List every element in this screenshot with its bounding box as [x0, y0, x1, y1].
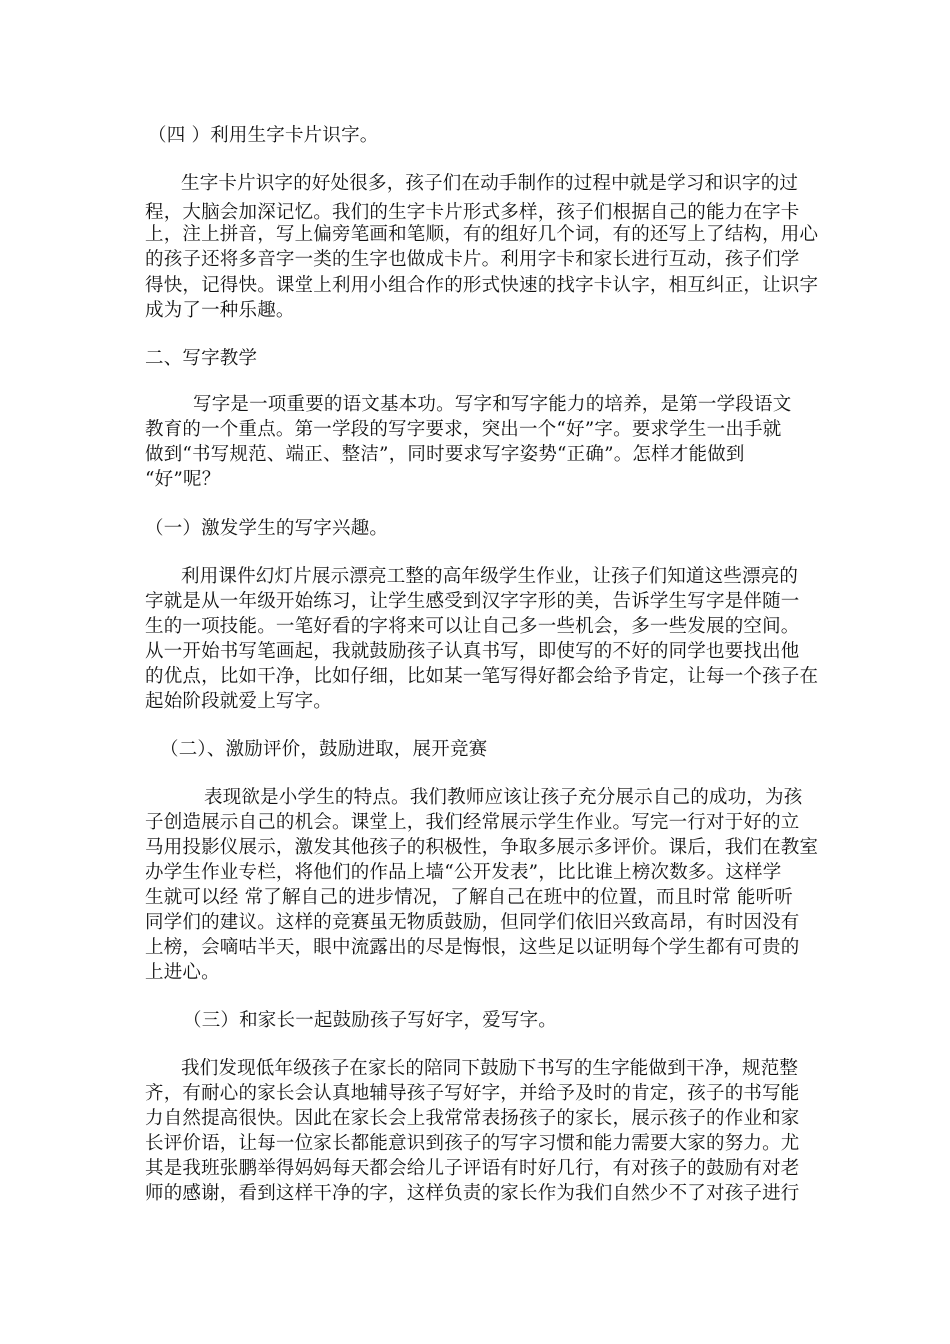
text-line: 写字是一项重要的语文基本功。写字和写字能力的培养，是第一学段语文 — [193, 394, 792, 415]
section-heading-parents: （三）和家长一起鼓励孩子写好字，爱写字。 — [183, 1010, 558, 1031]
text-line: 成为了一种乐趣。 — [145, 300, 295, 321]
text-line: 我们发现低年级孩子在家长的陪同下鼓励下书写的生字能做到干净，规范整 — [181, 1058, 799, 1079]
text-line: 利用课件幻灯片展示漂亮工整的高年级学生作业，让孩子们知道这些漂亮的 — [181, 566, 799, 587]
text-line: 生就可以经 常了解自己的进步情况，了解自己在班中的位置，而且时常 能听听 — [145, 887, 793, 908]
text-line: 马用投影仪展示，激发其他孩子的积极性，争取多展示多评价。课后，我们在教室 — [145, 837, 819, 858]
text-line: 起始阶段就爱上写字。 — [145, 691, 333, 712]
section-heading-competition: （二）、激励评价，鼓励进取，展开竞赛 — [160, 739, 488, 760]
text-line: 长评价语，让每一位家长都能意识到孩子的写字习惯和能力需要大家的努力。尤 — [145, 1133, 800, 1154]
text-line: 力自然提高很快。因此在家长会上我常常表扬孩子的家长，展示孩子的作业和家 — [145, 1108, 800, 1129]
text-line: 上榜，会嘀咕半天，眼中流露出的尽是悔恨，这些足以证明每个学生都有可贵的 — [145, 937, 800, 958]
text-line: 的孩子还将多音字一类的生字也做成卡片。利用字卡和家长进行互动，孩子们学 — [145, 249, 800, 270]
text-line: 做到“书写规范、端正、整洁”，同时要求写字姿势“正确”。怎样才能做到 — [145, 444, 745, 465]
text-line: 生字卡片识字的好处很多，孩子们在动手制作的过程中就是学习和识字的过 — [181, 173, 799, 194]
text-line: 其是我班张鹏举得妈妈每天都会给儿子评语有时好几行，有对孩子的鼓励有对老 — [145, 1158, 800, 1179]
text-line: 得快，记得快。课堂上利用小组合作的形式快速的找字卡认字，相互纠正，让识字 — [145, 275, 819, 296]
text-line: 生的一项技能。一笔好看的字将来可以让自己多一些机会，多一些发展的空间。 — [145, 616, 800, 637]
text-line: 的优点，比如干净，比如仔细，比如某一笔写得好都会给予肯定，让每一个孩子在 — [145, 666, 819, 687]
text-line: 办学生作业专栏，将他们的作品上墙“公开发表”，比比谁上榜次数多。这样学 — [145, 862, 782, 883]
text-line: “好”呢？ — [145, 469, 221, 490]
text-line: 同学们的建议。这样的竞赛虽无物质鼓励，但同学们依旧兴致高昂，有时因没有 — [145, 912, 800, 933]
section-heading-writing: 二、写字教学 — [145, 348, 258, 369]
text-line: 程，大脑会加深记忆。我们的生字卡片形式多样，孩子们根据自己的能力在字卡 — [145, 202, 800, 223]
text-line: 子创造展示自己的机会。课堂上，我们经常展示学生作业。写完一行对于好的立 — [145, 812, 800, 833]
text-line: 字就是从一年级开始练习，让学生感受到汉字字形的美，告诉学生写字是伴随一 — [145, 591, 800, 612]
text-line: 上，注上拼音，写上偏旁笔画和笔顺，有的组好几个词，有的还写上了结构，用心 — [145, 224, 819, 245]
section-heading-card: （四 ）利用生字卡片识字。 — [148, 125, 379, 146]
text-line: 表现欲是小学生的特点。我们教师应该让孩子充分展示自己的成功，为孩 — [204, 787, 803, 808]
section-heading-interest: （一）激发学生的写字兴趣。 — [145, 518, 389, 539]
text-line: 师的感谢，看到这样干净的字，这样负责的家长作为我们自然少不了对孩子进行 — [145, 1183, 800, 1204]
text-line: 从一开始书写笔画起，我就鼓励孩子认真书写，即使写的不好的同学也要找出他 — [145, 641, 800, 662]
text-line: 上进心。 — [145, 962, 220, 983]
text-line: 齐，有耐心的家长会认真地辅导孩子写好字，并给予及时的肯定，孩子的书写能 — [145, 1083, 800, 1104]
text-line: 教育的一个重点。第一学段的写字要求，突出一个“好”字。要求学生一出手就 — [145, 419, 782, 440]
